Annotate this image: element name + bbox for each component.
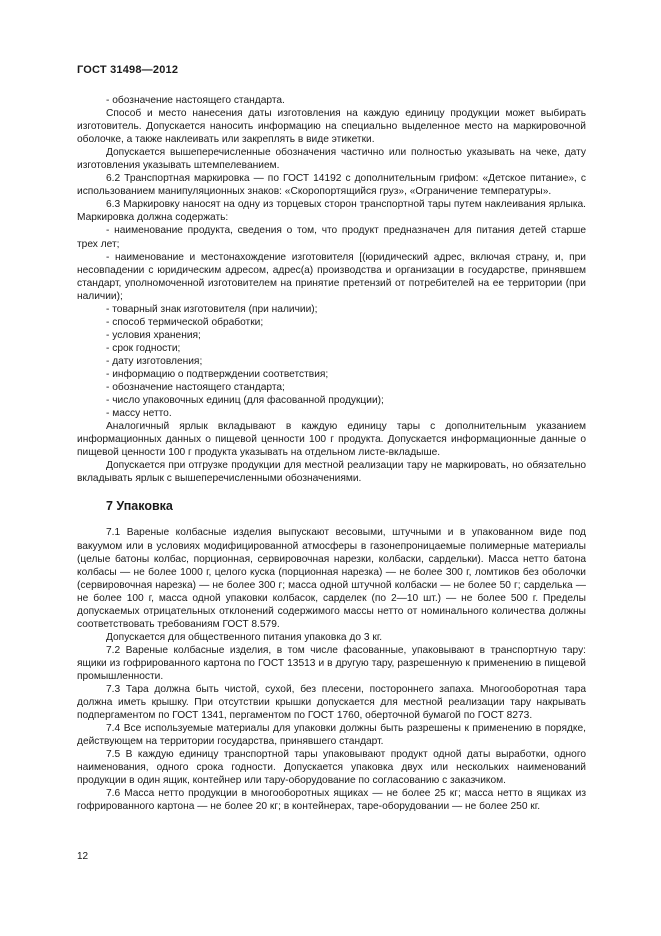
- list-item: - товарный знак изготовителя (при наличии);: [106, 303, 318, 315]
- paragraph-6-2: 6.2 Транспортная маркировка — по ГОСТ 14192 с дополнительным грифом: «Детское питание», с использованием манипуляционных знаков: «Скоропортящийся груз», «Ограничение температуры».: [77, 173, 586, 198]
- paragraph: Допускается для общественного питания упаковка до 3 кг.: [106, 631, 383, 643]
- list-item: - обозначение настоящего стандарта.: [106, 95, 285, 106]
- list-item: - наименование продукта, сведения о том, что продукт предназначен для питания детей старше трех лет;: [77, 225, 586, 250]
- paragraph: Способ и место нанесения даты изготовления на каждую единицу продукции может выбирать изготовитель. Допускается наносить информацию на специально выделенное место на маркировочной оболочке, а также наклеивать или закреплять в виде этикетки.: [77, 108, 586, 146]
- list-item: - число упаковочных единиц (для фасованной продукции);: [106, 395, 384, 407]
- paragraph-7-5: 7.5 В каждую единицу транспортной тары упаковывают продукт одной даты выработки, одного наименования, одного срока годности. Допускается упаковка двух или нескольких наименований продукции в один ящик, контейнер или тару-оборудование по согласованию с заказчиком.: [77, 749, 586, 787]
- paragraph: Допускается вышеперечисленные обозначения частично или полностью указывать на чеке, дату изготовления указывать штемпелеванием.: [77, 147, 586, 172]
- list-item: - способ термической обработки;: [106, 316, 264, 328]
- list-item: - условия хранения;: [106, 329, 201, 341]
- list-item: - обозначение настоящего стандарта;: [106, 382, 285, 394]
- section-title: 7 Упаковка: [106, 499, 173, 514]
- paragraph-7-3: 7.3 Тара должна быть чистой, сухой, без плесени, постороннего запаха. Многооборотная тара должна иметь крышку. При отсутствии крышки допускается для местной реализации тару накрывать подпергаментом по ГОСТ 1341, пергаментом по ГОСТ 1760, оберточной бумагой по ГОСТ 8273.: [77, 684, 586, 722]
- paragraph-7-4: 7.4 Все используемые материалы для упаковки должны быть разрешены к применению в порядке, действующем на территории государства, принявшего стандарт.: [77, 723, 586, 748]
- list-item: - наименование и местонахождение изготовителя [(юридический адрес, включая страну, и, при несовпадении с юридическим адресом, адрес(а) производства и организации в государстве, принявшем стандарт, уполномоченной изготовителем на принятие претензий от потребителей на ее территории (при наличии);: [77, 251, 586, 302]
- paragraph: Допускается при отгрузке продукции для местной реализации тару не маркировать, но обязательно вкладывать ярлык с вышеперечисленными обозначениями.: [77, 460, 586, 485]
- page-number: 12: [77, 851, 89, 862]
- paragraph-7-2: 7.2 Вареные колбасные изделия, в том числе фасованные, упаковывают в транспортную тару: ящики из гофрированного картона по ГОСТ 13513 и в другую тару, разрешенную к применению в пищевой промышленности.: [77, 644, 586, 682]
- list-item: - срок годности;: [106, 342, 181, 354]
- list-item: - информацию о подтверждении соответствия;: [106, 368, 329, 380]
- paragraph-7-6: 7.6 Масса нетто продукции в многооборотных ящиках — не более 25 кг; масса нетто в ящиках из гофрированного картона — не более 20 кг; в контейнерах, таре-оборудовании — не более 250 кг.: [77, 788, 586, 813]
- list-item: - дату изготовления;: [106, 355, 203, 367]
- paragraph-7-1: 7.1 Вареные колбасные изделия выпускают весовыми, штучными и в упакованном виде под вакуумом или в условиях модифицированной атмосферы в газонепроницаемые полимерные материалы (целые батоны колбас, порционная, сервировочная нарезки, колбаски, сардельки). Масса нетто батона колбасы — не более 1000 г, целого куска (порционная нарезка) — не более 300 г, ломтиков без оболочки (сервировочная нарезка) — не более 300 г; масса одной штучной колбаски — не более 50 г; сарделька — не более 100 г, масса одной упаковки колбасок, сарделек (по 2—10 шт.) — не более 500 г. Пределы допускаемых отрицательных отклонений содержимого массы нетто от номинального количества должны соответствовать требованиям ГОСТ 8.579.: [77, 527, 586, 630]
- paragraph-6-3: 6.3 Маркировку наносят на одну из торцевых сторон транспортной тары путем наклеивания ярлыка. Маркировка должна содержать:: [77, 199, 586, 224]
- document-body: [77, 94, 586, 813]
- list-item: - массу нетто.: [106, 408, 172, 420]
- document-header: ГОСТ 31498—2012: [77, 64, 179, 76]
- paragraph: Аналогичный ярлык вкладывают в каждую единицу тары с дополнительным указанием информационных данных о пищевой ценности 100 г продукта. Допускается информационные данные о пищевой ценности 100 г продукта указывать на отдельном листе-вкладыше.: [77, 421, 586, 459]
